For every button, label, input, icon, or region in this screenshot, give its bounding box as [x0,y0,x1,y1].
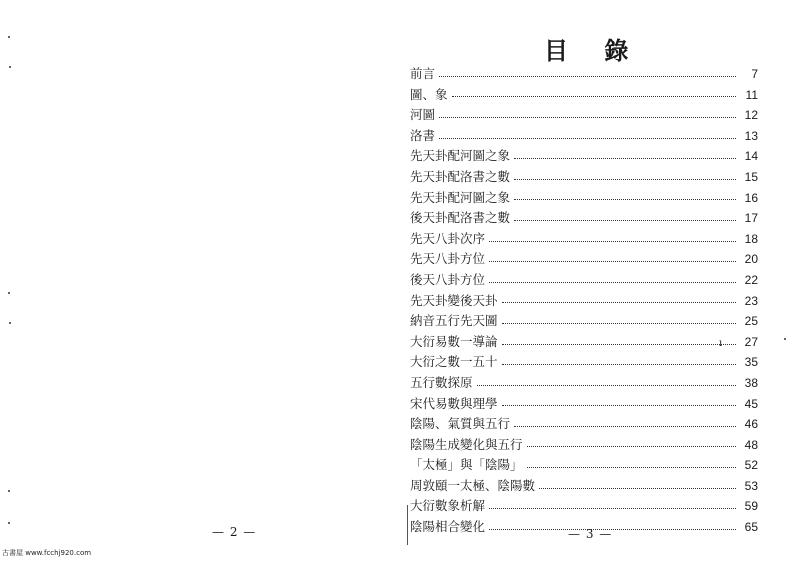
toc-entry-title: 先天卦變後天卦 [410,292,498,308]
toc-leader-dots [527,446,736,447]
toc-leader-dots [527,467,736,468]
right-page-number: — 3 — [568,527,613,541]
toc-entry-title: 先天卦配洛書之數 [410,168,511,184]
toc-entry [410,249,758,270]
toc-leader-dots [489,529,736,530]
toc-leader-dots [514,220,736,221]
toc-entry-title: 先天卦配河圖之象 [410,148,511,164]
toc-entry-page: 38 [744,375,758,390]
toc-entry [410,167,758,188]
toc-entry-title: 圖、象 [410,86,448,102]
toc-entry-page: 20 [744,252,758,267]
toc-leader-dots [489,261,736,262]
toc-entry-title: 大衍之數一五十 [410,354,498,370]
toc-entry-title: 「太極」與「陰陽」 [410,457,523,473]
toc-entry-title: 前言 [410,66,436,81]
toc-entry-page: 59 [744,499,758,514]
toc-leader-dots [502,302,736,303]
scan-speck [8,490,10,492]
toc-entry-title: 大衍易數一導論 [410,333,498,349]
scan-speck [9,66,11,68]
toc-leader-dots [489,508,736,509]
toc-entry-title: 後天卦配洛書之數 [410,210,511,226]
toc-entry-title: 陰陽生成變化與五行 [410,436,523,452]
toc-list [410,64,758,538]
toc-leader-dots [539,488,736,489]
right-page [396,0,793,562]
left-page-number: — 2 — [212,525,257,539]
toc-entry [410,311,758,332]
toc-leader-dots [439,117,736,118]
toc-leader-dots [502,364,736,365]
toc-entry-title: 先天卦配河圖之象 [410,189,511,205]
toc-leader-dots [477,385,736,386]
gutter-line [407,505,408,545]
toc-entry-title: 陰陽相合變化 [410,519,486,535]
toc-entry [410,455,758,476]
toc-entry-page: 13 [744,128,758,143]
toc-entry [410,394,758,415]
toc-entry-page: 22 [744,272,758,287]
toc-entry-title: 後天八卦方位 [410,271,486,287]
toc-entry-page: 25 [744,314,758,329]
toc-entry-title: 五行數探原 [410,374,473,390]
toc-entry-page: 23 [744,293,758,308]
toc-leader-dots [439,138,736,139]
toc-leader-dots [514,199,736,200]
toc-entry-title: 先天八卦方位 [410,251,486,267]
toc-entry-page: 15 [744,169,758,184]
toc-entry [410,373,758,394]
toc-entry [410,126,758,147]
toc-leader-dots [439,76,736,77]
toc-leader-dots [514,179,736,180]
toc-leader-dots [502,405,736,406]
scan-speck [9,322,11,324]
toc-entry-page: 45 [744,396,758,411]
toc-entry-page: 11 [745,87,758,102]
scan-speck [8,292,10,294]
toc-leader-dots [489,241,736,242]
scan-speck [8,36,10,38]
toc-entry-title: 大衍數象析解 [410,498,486,514]
toc-entry [410,208,758,229]
toc-entry-title: 洛書 [410,127,436,143]
toc-entry [410,64,758,85]
toc-entry [410,496,758,517]
toc-entry-page: 46 [744,417,758,432]
toc-entry [410,352,758,373]
toc-entry-page: 48 [744,437,758,452]
toc-leader-dots [452,96,736,97]
toc-entry [410,291,758,312]
scan-speck [784,338,786,340]
toc-entry-page: 12 [744,108,758,123]
toc-entry-title: 先天八卦次序 [410,230,486,246]
toc-entry [410,476,758,497]
toc-entry [410,414,758,435]
toc-entry-title: 陰陽、氣質與五行 [410,416,511,432]
toc-entry [410,270,758,291]
toc-entry-title: 宋代易數與理學 [410,395,498,411]
toc-entry [410,146,758,167]
toc-entry-page: 18 [744,231,758,246]
toc-leader-dots [502,344,736,345]
toc-entry [410,435,758,456]
toc-title: 目 錄 [544,36,643,65]
toc-leader-dots [502,323,736,324]
stray-mark: ı [719,338,723,349]
left-page [0,0,396,562]
toc-entry-page: 16 [744,190,758,205]
watermark: 古書屋 www.fcchj920.com [2,549,92,557]
toc-entry [410,188,758,209]
toc-entry-title: 周敦頤一太極、陰陽數 [410,477,536,493]
toc-entry [410,332,758,353]
toc-leader-dots [489,282,736,283]
toc-entry [410,105,758,126]
toc-entry-page: 65 [744,520,758,535]
scan-speck [8,522,10,524]
toc-entry [410,85,758,106]
toc-entry-page: 14 [744,149,758,164]
toc-leader-dots [514,426,736,427]
toc-entry-page: 35 [744,355,758,370]
toc-entry-page: 7 [751,67,758,81]
toc-entry-page: 27 [744,334,758,349]
toc-leader-dots [514,158,736,159]
toc-entry-page: 53 [744,478,758,493]
toc-entry [410,229,758,250]
toc-entry-title: 納音五行先天圖 [410,313,498,329]
toc-entry-page: 52 [744,458,758,473]
toc-entry-page: 17 [744,211,758,226]
toc-entry-title: 河圖 [410,107,436,123]
